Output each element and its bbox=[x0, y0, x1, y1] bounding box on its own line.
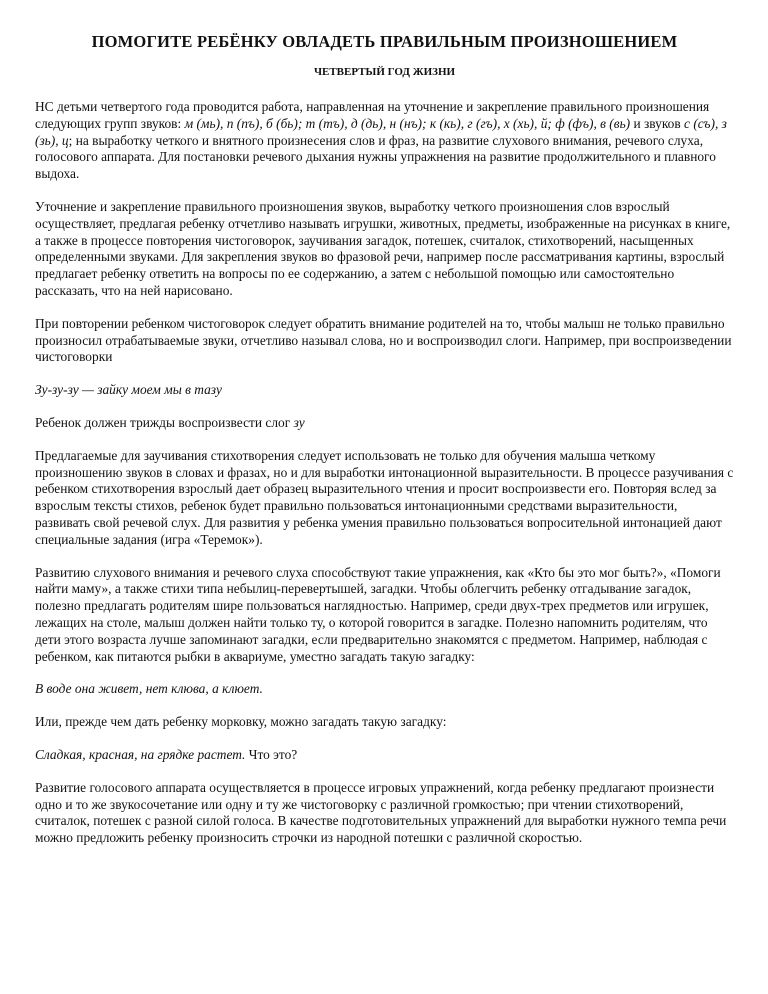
riddle-carrot bbox=[35, 747, 734, 764]
page-title: ПОМОГИТЕ РЕБЁНКУ ОВЛАДЕТЬ ПРАВИЛЬНЫМ ПРОИЗНОШЕНИЕМ bbox=[91, 32, 678, 51]
tongue-twister-example bbox=[35, 382, 734, 399]
paragraph-hearing: Развитию слухового внимания и речевого слуха способствуют такие упражнения, как «Кто бы это мог быть?», «Помоги найти маму», а также стихи типа небылиц-перевертышей, загадки. Чтобы облегчить ребенку отгадывание загадок, полезно предлагать родителям шире пользоваться наглядностью. Например, среди двух-трех предметов или игрушек, лежащих на столе, малыш должен найти только ту, о которой говорится в загадке. Полезно напомнить родителям, что дети этого возраста лучше запоминают загадки, если предварительно знакомятся с предметом. Например, наблюдая с ребенком, как питаются рыбки в аквариуме, уместно загадать такую загадку: bbox=[35, 564, 721, 664]
riddle-carrot-question: Что это? bbox=[245, 746, 298, 762]
page-subtitle: ЧЕТВЕРТЫЙ ГОД ЖИЗНИ bbox=[313, 66, 456, 78]
riddle-carrot-text: Сладкая, красная, на грядке растет. bbox=[35, 746, 246, 762]
riddle-fish bbox=[35, 681, 734, 698]
paragraph-carrot-intro: Или, прежде чем дать ребенку морковку, можно загадать такую загадку: bbox=[35, 714, 447, 730]
riddle-fish-text: В воде она живет, нет клюва, а клюет. bbox=[35, 681, 263, 697]
tongue-twister-text: Зу-зу-зу — зайку моем мы в тазу bbox=[35, 382, 222, 398]
paragraph-pronunciation: Уточнение и закрепление правильного произношения звуков, выработку четкого произношения слов взрослый осуществляет, предлагая ребенку отчетливо называть игрушки, животных, предметы, изображенные на рисунках в книге, а также в процессе повторения чистоговорок, заучивания загадок, потешек, считалок, стихотворений, насыщенных определенными звуками. Для закрепления звуков во фразовой речи, например после рассматривания картины, взрослый предлагает ребенку ответить на вопросы по ее содержанию, а затем с небольшой помощью или самостоятельно рассказать, что на ней нарисовано. bbox=[35, 198, 731, 298]
paragraph-intro bbox=[35, 99, 734, 183]
intro-text-c: и звуков bbox=[630, 115, 685, 131]
paragraph-tongue-twisters: При повторении ребенком чистоговорок следует обратить внимание родителей на то, чтобы малыш не только правильно произносил отрабатываемые звуки, отчетливо называл слова, но и воспроизводил слоги. Например, при воспроизведении чистоговорки bbox=[35, 315, 732, 365]
paragraph-poems: Предлагаемые для заучивания стихотворения следует использовать не только для обучения малыша четкому произношению звуков в словах и фразах, но и для выработки интонационной выразительности. В процессе разучивания с ребенком стихотворения взрослый дает образец выразительного чтения и просит воспроизвести его. Повторяя вслед за взрослым тексты стихов, ребенок будет правильно пользоваться интонационными средствами выразительности, развивать свой речевой слух. Для развития у ребенка умения правильно пользоваться вопросительной интонацией дают специальные задания (игра «Теремок»). bbox=[35, 447, 734, 547]
intro-sounds-group-1: м (мь), п (пъ), б (бь); т (тъ), д (дь), н (нъ); к (кь), г (гъ), х (хь), й; ф (фъ), в (вь) bbox=[184, 115, 631, 131]
paragraph-syllable bbox=[35, 415, 734, 432]
syllable-example: зу bbox=[293, 414, 305, 430]
intro-text-e: ; на выработку четкого и внятного произнесения слов и фраз, на развитие слухового внимания, речевого слуха, голосового аппарата. Для постановки речевого дыхания нужны упражнения на развитие продолжительного и плавного выдоха. bbox=[35, 132, 716, 182]
intro-sounds-group-2: с (съ), з (зь), ц bbox=[35, 115, 727, 148]
intro-text-a: НС детьми четвертого года проводится работа, направленная на уточнение и закрепление правильного произношения следующих групп звуков: bbox=[35, 99, 710, 131]
syllable-text: Ребенок должен трижды воспроизвести слог bbox=[35, 414, 294, 430]
paragraph-voice: Развитие голосового аппарата осуществляется в процессе игровых упражнений, когда ребенку предлагают произнести одно и то же звукосочетание или одну и ту же чистоговорку с различной громкостью; при чтении стихотворений, считалок, потешек с разной силой голоса. В качестве подготовительных упражнений для выработки нужного темпа речи можно предложить ребенку произносить строчки из народной потешки с различной скоростью. bbox=[35, 779, 727, 846]
